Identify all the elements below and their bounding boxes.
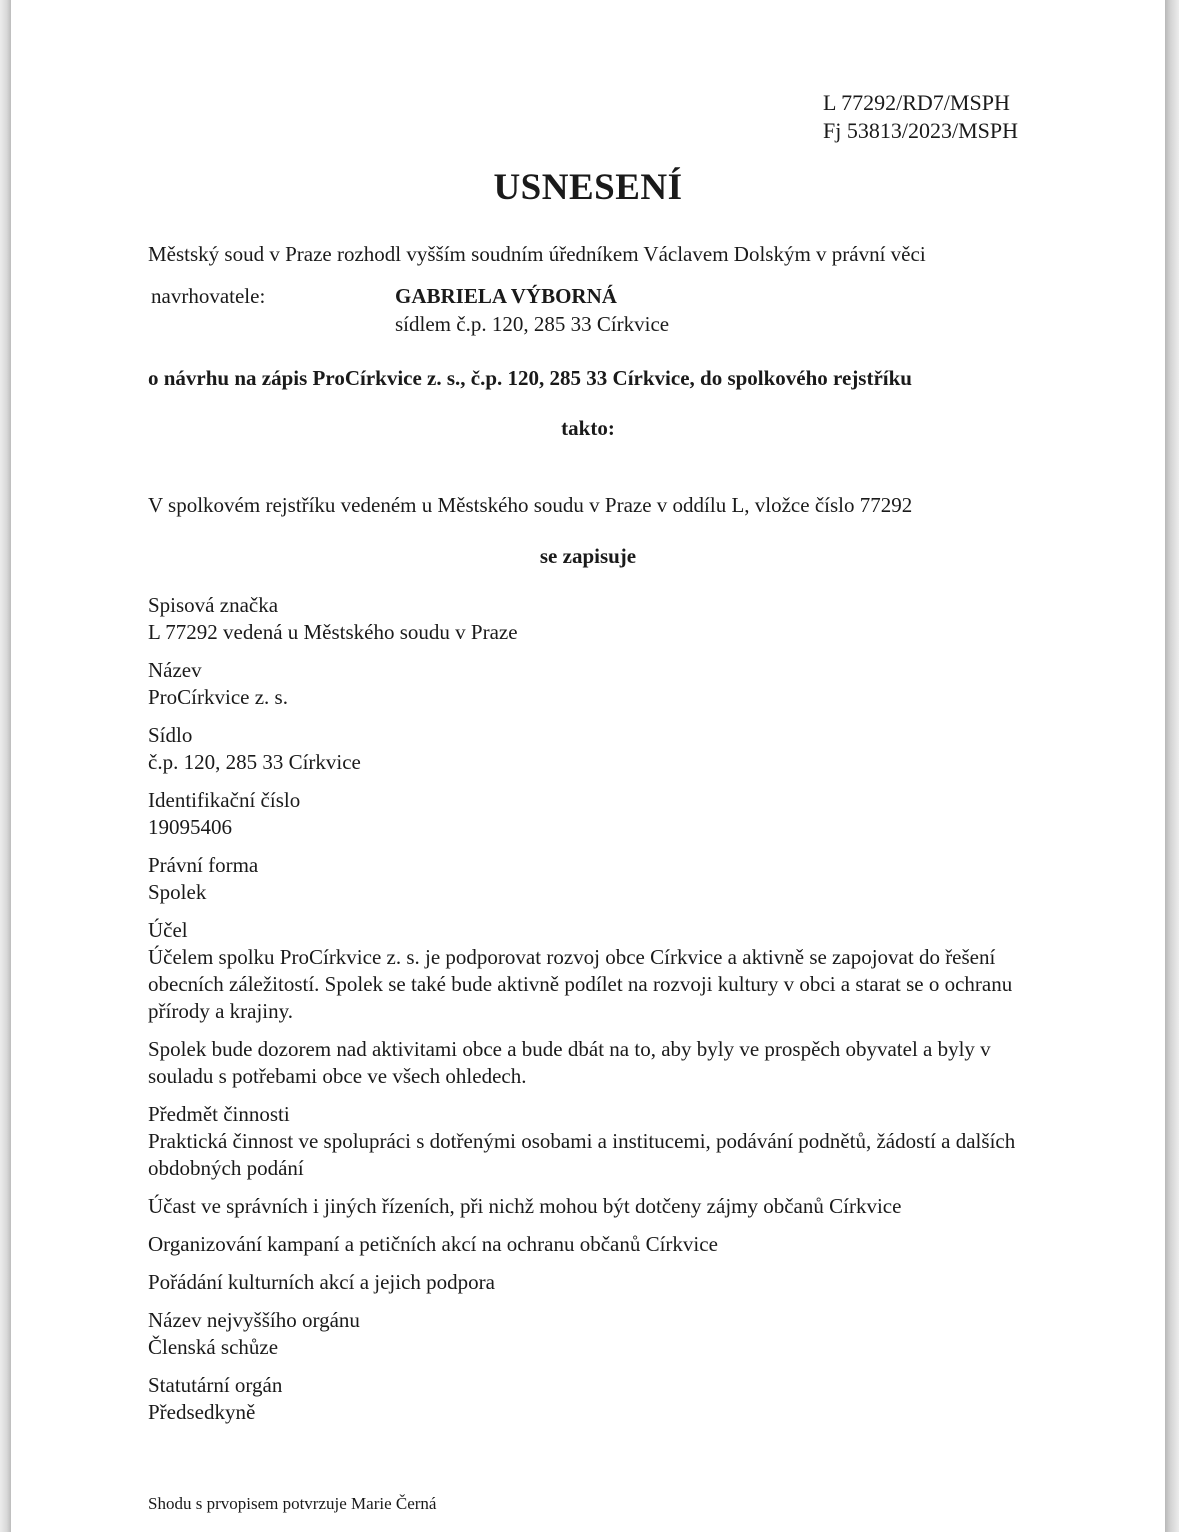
field-label: Účel <box>148 918 188 942</box>
field-label: Identifikační číslo <box>148 788 301 812</box>
field-ucel <box>148 917 1038 1090</box>
case-reference <box>823 89 1018 145</box>
field-paragraph: Praktická činnost ve spolupráci s dotřenými osobami a institucemi, podávání podnětů, žádostí a dalších obdobných podání <box>148 1129 1016 1180</box>
viewer-background-left <box>0 0 11 1532</box>
subject-line: o návrhu na zápis ProCírkvice z. s., č.p. 120, 285 33 Církvice, do spolkového rejstříku <box>148 366 912 390</box>
field-pravni-forma <box>148 852 1038 906</box>
register-fields <box>148 592 1038 1437</box>
takto-heading: takto: <box>561 416 615 440</box>
field-value: Spolek <box>148 880 207 904</box>
document-title: USNESENÍ <box>493 167 683 208</box>
field-sidlo <box>148 722 1038 776</box>
field-value: 19095406 <box>148 815 232 839</box>
field-identifikacni-cislo <box>148 787 1038 841</box>
case-reference-line-1: L 77292/RD7/MSPH <box>823 90 1010 115</box>
field-value: Členská schůze <box>148 1335 279 1359</box>
field-nazev-nejvyssiho-organu <box>148 1307 1038 1361</box>
field-paragraph: Spolek bude dozorem nad aktivitami obce a bude dbát na to, aby byly ve prospěch obyvatel a byly v souladu s potřebami obce ve všech ohledech. <box>148 1037 991 1088</box>
field-label: Statutární orgán <box>148 1373 283 1397</box>
field-value: ProCírkvice z. s. <box>148 685 288 709</box>
field-label: Předmět činnosti <box>148 1102 290 1126</box>
field-label: Spisová značka <box>148 593 279 617</box>
field-label: Sídlo <box>148 723 193 747</box>
field-predmet-cinnosti <box>148 1101 1038 1296</box>
field-paragraph: Účelem spolku ProCírkvice z. s. je podporovat rozvoj obce Církvice a aktivně se zapojovat do řešení obecních záležitostí. Spolek se také bude aktivně podílet na rozvoji kultury v obci a starat se o ochranu přírody a krajiny. <box>148 945 1013 1023</box>
field-value: Předsedkyně <box>148 1400 256 1424</box>
field-label: Název <box>148 658 202 682</box>
viewer-background-right <box>1165 0 1179 1532</box>
field-nazev <box>148 657 1038 711</box>
petitioner-name: GABRIELA VÝBORNÁ <box>395 284 617 308</box>
case-reference-line-2: Fj 53813/2023/MSPH <box>823 118 1018 143</box>
se-zapisuje-heading: se zapisuje <box>539 544 637 568</box>
field-paragraph: Organizování kampaní a petičních akcí na ochranu občanů Církvice <box>148 1232 718 1256</box>
field-label: Název nejvyššího orgánu <box>148 1308 360 1332</box>
field-label: Právní forma <box>148 853 259 877</box>
intro-text: Městský soud v Praze rozhodl vyšším soudním úředníkem Václavem Dolským v právní věci <box>148 242 926 266</box>
field-value: L 77292 vedená u Městského soudu v Praze <box>148 620 518 644</box>
petitioner-address: sídlem č.p. 120, 285 33 Církvice <box>395 312 670 336</box>
petitioner-label: navrhovatele: <box>151 284 266 308</box>
register-sentence: V spolkovém rejstříku vedeném u Městského soudu v Praze v oddílu L, vložce číslo 77292 <box>148 493 913 517</box>
field-spisova-znacka <box>148 592 1038 646</box>
document-page <box>11 0 1165 1532</box>
field-statutarni-organ <box>148 1372 1038 1426</box>
certification-footer: Shodu s prvopisem potvrzuje Marie Černá <box>148 1494 437 1513</box>
field-paragraph: Účast ve správních i jiných řízeních, při nichž mohou být dotčeny zájmy občanů Církvice <box>148 1194 902 1218</box>
field-value: č.p. 120, 285 33 Církvice <box>148 750 361 774</box>
field-paragraph: Pořádání kulturních akcí a jejich podpora <box>148 1270 495 1294</box>
